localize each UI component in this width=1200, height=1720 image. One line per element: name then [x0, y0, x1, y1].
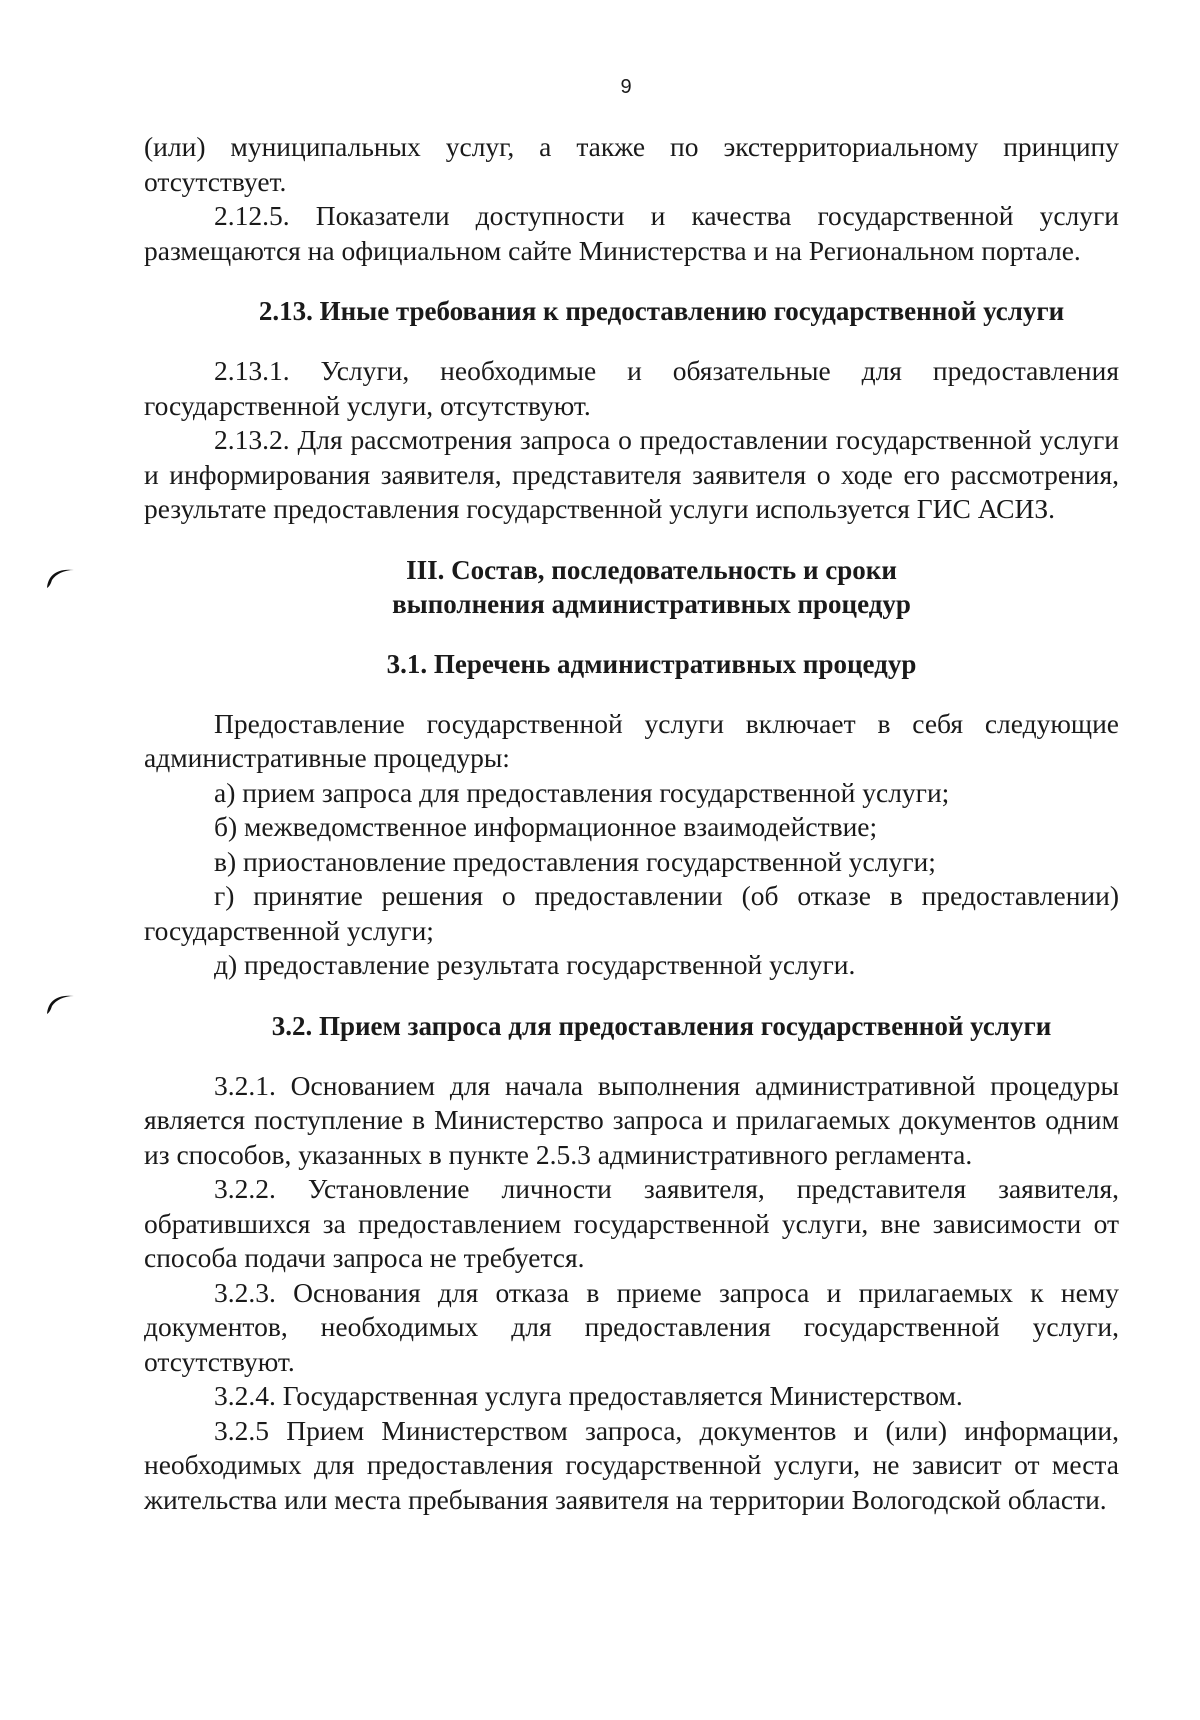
list-item-a: а) прием запроса для предоставления государственной услуги;: [214, 776, 950, 808]
hole-punch-mark-lower: [44, 988, 78, 1018]
document-body: [144, 130, 1119, 1517]
paragraph-3-2-2: 3.2.2. Установление личности заявителя, представителя заявителя, обратившихся за предоставлением государственной услуги, вне зависимости от способа подачи запроса не требуется.: [144, 1173, 1119, 1273]
hole-punch-mark-upper: [44, 562, 78, 592]
paragraph-3-2-4: 3.2.4. Государственная услуга предоставляется Министерством.: [214, 1380, 963, 1411]
list-item-b: б) межведомственное информационное взаимодействие;: [214, 811, 878, 842]
paragraph-3-1-intro: Предоставление государственной услуги включает в себя следующие административные процедуры:: [144, 707, 1119, 773]
section-3-title-line-1: III. Состав, последовательность и сроки: [406, 554, 897, 585]
paragraph-2-13-1: 2.13.1. Услуги, необходимые и обязательные для предоставления государственной услуги, отсутствуют.: [144, 355, 1119, 421]
heading-3-2: 3.2. Прием запроса для предоставления государственной услуги: [271, 1010, 1052, 1041]
heading-3-1: 3.1. Перечень административных процедур: [386, 648, 917, 679]
paragraph-continuation: (или) муниципальных услуг, а также по экстерриториальному принципу отсутствует.: [144, 131, 1119, 197]
list-item-g: г) принятие решения о предоставлении (об отказе в предоставлении) государственной услуги;: [144, 880, 1119, 946]
paragraph-3-2-3: 3.2.3. Основания для отказа в приеме запроса и прилагаемых к нему документов, необходимых для предоставления государственной услуги, отсутствуют.: [144, 1276, 1119, 1377]
list-item-v: в) приостановление предоставления государственной услуги;: [214, 845, 936, 877]
page-number: 9: [620, 76, 632, 98]
paragraph-3-2-5: 3.2.5 Прием Министерством запроса, документов и (или) информации, необходимых для предоставления государственной услуги, не зависит от места жительства или места пребывания заявителя на территории Вологодской области.: [144, 1414, 1119, 1515]
paragraph-3-2-1: 3.2.1. Основанием для начала выполнения административной процедуры является поступление в Министерство запроса и прилагаемых документов одним из способов, указанных в пункте 2.5.3 административного регламента.: [144, 1069, 1119, 1170]
paragraph-2-13-2: 2.13.2. Для рассмотрения запроса о предоставлении государственной услуги и информирования заявителя, представителя заявителя о ходе его рассмотрения, результате предоставления государственной услуги используется ГИС АСИЗ.: [144, 424, 1119, 524]
section-3-title-line-2: выполнения административных процедур: [392, 588, 911, 619]
list-item-d: д) предоставление результата государственной услуги.: [214, 949, 856, 980]
heading-2-13: 2.13. Иные требования к предоставлению государственной услуги: [258, 296, 1065, 326]
paragraph-2-12-5: 2.12.5. Показатели доступности и качества государственной услуги размещаются на официальном сайте Министерства и на Региональном портале.: [144, 200, 1119, 266]
